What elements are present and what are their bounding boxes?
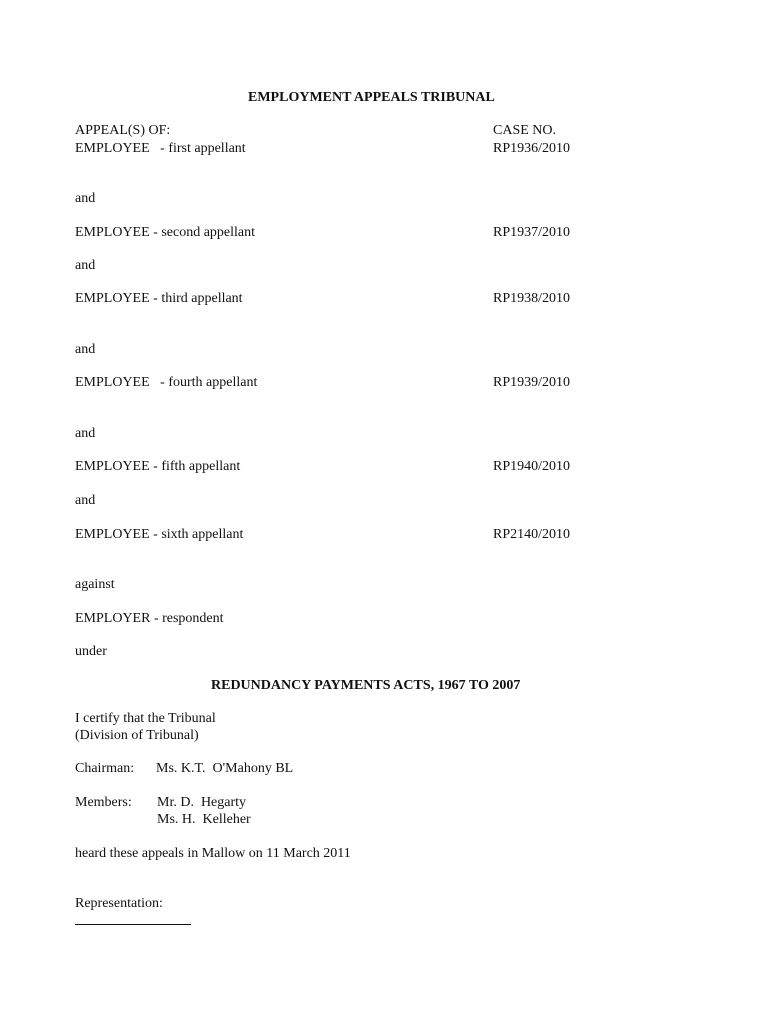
appellant-4-name: EMPLOYEE - fourth appellant [75, 375, 258, 390]
member-2: Ms. H. Kelleher [157, 812, 251, 827]
under-text: under [75, 644, 107, 659]
appellant-6-case-no: RP2140/2010 [493, 527, 571, 542]
representation-label: Representation: [75, 896, 163, 911]
against-text: against [75, 577, 115, 592]
respondent-text: EMPLOYER - respondent [75, 611, 224, 626]
signature-rule [75, 924, 191, 925]
and-text: and [75, 191, 96, 206]
document-title: EMPLOYMENT APPEALS TRIBUNAL [248, 90, 495, 105]
member-1: Mr. D. Hegarty [157, 795, 247, 810]
certify-line-2: (Division of Tribunal) [75, 728, 199, 743]
appellant-3-name: EMPLOYEE - third appellant [75, 291, 243, 306]
appellant-2-name: EMPLOYEE - second appellant [75, 225, 256, 240]
and-text: and [75, 258, 96, 273]
appeals-of-label: APPEAL(S) OF: [75, 123, 171, 138]
chairman-name: Ms. K.T. O'Mahony BL [156, 761, 294, 776]
appellant-3-case-no: RP1938/2010 [493, 291, 571, 306]
appellant-2-case-no: RP1937/2010 [493, 225, 571, 240]
certify-line-1: I certify that the Tribunal [75, 711, 216, 726]
acts-heading: REDUNDANCY PAYMENTS ACTS, 1967 TO 2007 [211, 678, 521, 693]
case-no-label: CASE NO. [493, 123, 557, 138]
appellant-5-case-no: RP1940/2010 [493, 459, 571, 474]
and-text: and [75, 426, 96, 441]
appellant-1-case-no: RP1936/2010 [493, 141, 571, 156]
appellant-4-case-no: RP1939/2010 [493, 375, 571, 390]
members-label: Members: [75, 795, 132, 810]
and-text: and [75, 342, 96, 357]
appellant-1-name: EMPLOYEE - first appellant [75, 141, 246, 156]
and-text: and [75, 493, 96, 508]
appellant-5-name: EMPLOYEE - fifth appellant [75, 459, 241, 474]
chairman-label: Chairman: [75, 761, 135, 776]
heard-line: heard these appeals in Mallow on 11 March 2011 [75, 846, 351, 861]
appellant-6-name: EMPLOYEE - sixth appellant [75, 527, 244, 542]
